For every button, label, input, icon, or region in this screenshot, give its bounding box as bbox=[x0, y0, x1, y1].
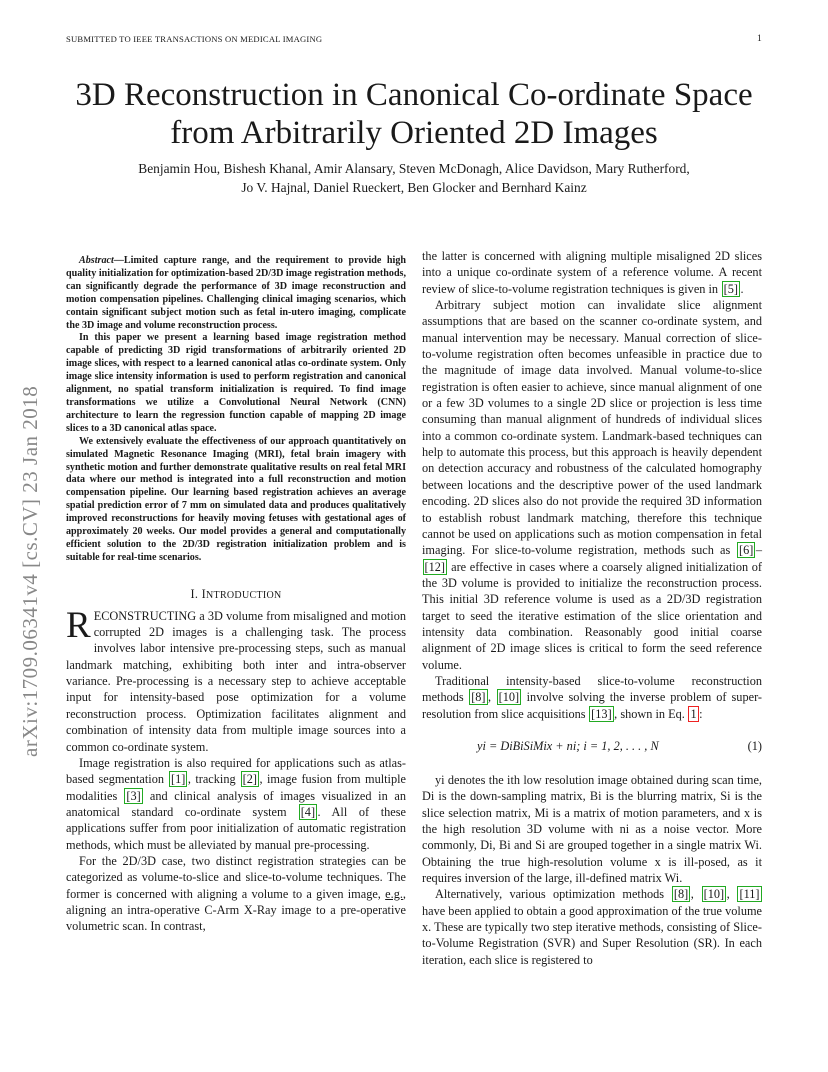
abstract-paragraph-1: Abstract—Limited capture range, and the requirement to provide high quality initialization for optimization-based 2D/3D image registration methods, can significantly degrade the performance of 3D image reconstruction and motion compensation pipelines. Challenging clinical imaging scenarios, which contain significant subject motion such as fetal in-utero imaging, complicate the 3D image and volume reconstruction process. bbox=[66, 255, 407, 331]
citation-link[interactable]: [3] bbox=[126, 788, 141, 803]
right-paragraph-2: Arbitrary subject motion can invalidate slice alignment assumptions that are based on the scanner co-ordinate system, and manual intervention may be necessary. Manual correction of slice-to-volume registration often becomes unfeasible in practice due to the magnitude of image data involved. Manual volume-to-slice registration is often easier to achieve, since manual alignment of one or a few 3D volumes to a single 2D slice or projection is less time consuming than manual alignment of hundreds of individual slices into a common co-ordinate system. Landmark-based techniques can help to automate this process, but this approach is heavily dependent on detection accuracy and robustness of the calculated homography between locations and the descriptive power of the used landmark encoding. 2D slices also do not provide the required 3D information to establish robust landmark matching, therefore this technique cannot be used on applications such as motion compensation in fetal imaging. For slice-to-volume registration, methods such as [6] –[12] are effective in cases where a coarsely aligned initialization of the 3D volume is provided to initialize the reconstruction process. This initial 3D reference volume is used as a 2D/3D registration target to seed the iterative estimation of the slice orientation and intensity data combination. Reasonably good initial coarse alignment of 2D image slices is critical to form the seed reference volume. bbox=[422, 298, 762, 672]
citation-link[interactable]: [1] bbox=[170, 772, 186, 787]
citation-link[interactable]: [5] bbox=[723, 281, 738, 296]
introduction-body bbox=[66, 604, 406, 935]
title-line-2: from Arbitrarily Oriented 2D Images bbox=[170, 115, 658, 151]
intro-paragraph-2: Image registration is also required for applications such as atlas-based segmentation [1] , tracking [2] , image fusion from multiple modalities [3] and clinical analysis of images visualized in an anatomical standard co-ordinate system [4] . All of these applications suffer from poor initialization of automatic registration methods, which must be alleviated by manual pre-processing. bbox=[66, 755, 406, 852]
equation-link[interactable]: 1 bbox=[690, 706, 697, 721]
citation-link[interactable]: [12] bbox=[424, 559, 445, 574]
paper-title bbox=[0, 76, 828, 152]
right-paragraph-3: Traditional intensity-based slice-to-volume reconstruction methods [8] , [10] involve solving the inverse problem of super-resolution from slice acquisitions [13] , shown in Eq. 1 : bbox=[422, 673, 763, 721]
right-paragraph-1: the latter is concerned with aligning multiple misaligned 2D slices into a unique co-ordinate system of a reference volume. A recent review of slice-to-volume registration techniques is given in [5] . bbox=[422, 249, 762, 296]
equation-number: (1) bbox=[747, 738, 762, 753]
arxiv-stamp: arXiv:1709.06341v4 [cs.CV] 23 Jan 2018 bbox=[18, 385, 42, 757]
title-line-1: 3D Reconstruction in Canonical Co-ordinate Space bbox=[75, 77, 753, 113]
citation-link[interactable]: [6] bbox=[739, 543, 754, 558]
equation-body: yi = DiBiSiMix + ni; i = 1, 2, . . . , N bbox=[477, 738, 659, 753]
citation-link[interactable]: [11] bbox=[739, 887, 760, 902]
drop-cap: R bbox=[66, 604, 91, 646]
right-column bbox=[422, 248, 762, 968]
abstract-paragraph-3: We extensively evaluate the effectiveness of our approach quantitatively on simulated Magnetic Resonance Imaging (MRI), fetal brain imagery with synthetic motion and further demonstrate qualitative results on real fetal MRI data where our method is integrated into a full reconstruction and motion compensation pipeline. Our learning based registration achieves an average spatial prediction error of 7 mm on simulated data and produces qualitatively improved reconstructions for heavily moving fetuses with gestational ages of approximately 20 weeks. Our model provides a general and computationally efficient solution to the 2D/3D registration initialization problem and is suitable for real-time scenarios. bbox=[66, 435, 406, 563]
citation-link[interactable]: [13] bbox=[591, 706, 612, 721]
citation-link[interactable]: [10] bbox=[498, 690, 520, 705]
right-paragraph-5: Alternatively, various optimization methods [8] , [10] , [11] have been applied to obtain a good approximation of the true volume x. These are typically two step iterative methods, consisting of Slice-to-Volume Registration (SVR) and Super Resolution (SR). In each iteration, each slice is registered to bbox=[422, 887, 762, 967]
authors-line-1: Benjamin Hou, Bishesh Khanal, Amir Alansary, Steven McDonagh, Alice Davidson, Mary Rutherford, bbox=[138, 161, 690, 176]
citation-link[interactable]: [2] bbox=[242, 772, 257, 787]
running-header: SUBMITTED TO IEEE TRANSACTIONS ON MEDICAL IMAGING bbox=[66, 34, 323, 44]
page-number: 1 bbox=[757, 34, 762, 44]
section-heading-introduction: I. INTRODUCTION bbox=[190, 586, 282, 601]
left-column bbox=[66, 255, 406, 935]
citation-link[interactable]: [10] bbox=[703, 887, 725, 902]
equation-1 bbox=[422, 728, 762, 766]
abstract-paragraph-2: In this paper we present a learning based image registration method capable of predicting 3D rigid transformations of arbitrarily oriented 2D image slices, with respect to a learned canonical atlas co-ordinate system. Only image slice intensity information is used to perform registration and canonical alignment, no spatial transform initialization is required. To find image transformations we utilize a Convolutional Neural Network (CNN) architecture to learn the regression function capable of mapping 2D image slices to a 3D canonical atlas space. bbox=[66, 332, 406, 434]
abstract bbox=[66, 255, 406, 565]
intro-paragraph-1: RECONSTRUCTING a 3D volume from misaligned and motion corrupted 2D images is a challenging task. The process involves labor intensive pre-processing steps, such as manual landmark matching, exhibiting both inter and intra-observer variance. Pre-processing is a necessary step to achieve acceptable input for intensity-based pose optimization for a volume reconstruction process. Optimization facilitates alignment and combination of intensity data from multiple image sources into a common co-ordinate system. bbox=[66, 604, 406, 754]
citation-link[interactable]: [4] bbox=[300, 804, 316, 819]
abstract-label: Abstract bbox=[79, 255, 114, 266]
intro-paragraph-3: For the 2D/3D case, two distinct registration strategies can be categorized as volume-to-slice and slice-to-volume techniques. The former is concerned with aligning a volume to a given image, e.g., aligning an intra-operative C-Arm X-Ray image to a pre-operative volumetric scan. In contrast, bbox=[66, 853, 406, 934]
right-paragraph-4: yi denotes the ith low resolution image obtained during scan time, Di is the down-sampling matrix, Bi is the blurring matrix, Si is the slice selection matrix, Mi is a matrix of motion parameters, and x is the high resolution 3D volume with ni as a noise vector. More commonly, Di, Bi and Si are grouped together in a single matrix Wi. Obtaining the true high-resolution volume x is ill-posed, as it requires inversion of the large, ill-defined matrix Wi. bbox=[422, 772, 762, 886]
citation-link[interactable]: [8] bbox=[471, 690, 486, 705]
authors-line-2: Jo V. Hajnal, Daniel Rueckert, Ben Glocker and Bernhard Kainz bbox=[241, 180, 587, 195]
citation-link[interactable]: [8] bbox=[673, 887, 689, 902]
author-list bbox=[0, 159, 828, 197]
